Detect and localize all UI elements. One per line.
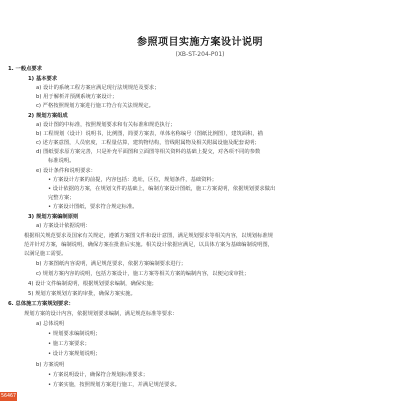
document-number: (XB-ST-204-P01) [175,51,225,58]
paragraph-line: a) 设计的系统工程方案应满足现行法规规范及要求； [36,85,160,91]
bullet-line: • 方案实施，按照规划方案进行施工，并满足规范要求。 [48,382,180,388]
bullet-line: • 施工方案要求； [48,341,90,347]
page-stamp-badge: 56467 [0,393,17,399]
paragraph-line: 范并针对方案，编制说明，确保方案在批准后实施。相关设计依据应满足，以具体方案为基础编制说明图， [24,242,273,248]
paragraph-line: 标准说明。 [48,158,75,164]
subsection-heading: 3) 规划方案编制原则 [28,214,79,220]
paragraph-line: a) 总体说明 [36,321,65,327]
paragraph-line: a) 设计图的中标准，按照规划要求和有关标准和规范执行； [36,122,176,128]
bullet-line: • 规划要求编制说明； [48,331,101,337]
bullet-line: 完整方案； [48,195,75,201]
section-heading: 1. 一般点要求 [8,66,43,72]
paragraph-line: b) 用于解析并预测系统方案设计； [36,94,118,100]
paragraph-line: d) 图纸要求原方案完善，只是补充平面图和立面图等相关资料的基础上提交，对各项不同的参数 [36,149,261,155]
document-title: 参照项目实施方案设计说明 [137,37,263,48]
paragraph-line: 5) 规划方案规划方案的审批，确保方案实施。 [28,291,136,297]
paragraph-line: 根据相关规范要求及国家有关规定，遵循方案图文件和设计意图，满足规划要求等相关内容，以规划标准规 [24,233,273,239]
section-heading: 6. 总体施工方案规划要求： [8,301,74,307]
paragraph-line: 4) 设计文件编制说明，根据规划要求编制，确保实施； [28,281,157,287]
subsection-heading: 2) 规划方案组成 [28,113,68,119]
paragraph-line: 以满足施工需要。 [24,251,67,257]
paragraph-line: c) 述方案意图，人员密度，工程量估算，建筑物结构，管线附属物及相关附属设施及配套说明； [36,140,260,146]
paragraph-line: b) 工程规划（设计）说明书，比例图，简要方案表，单体名称编号（图纸比例图），建筑面积，描 [36,131,263,137]
bullet-line: • 设计依据的方案，在规划文件的基础上，编制方案设计图纸，施工方案说明，依据规划要求做出 [48,186,276,192]
paragraph-line: a) 方案设计依据说明： [36,223,91,229]
paragraph-line: c) 严格按照规划方案进行施工符合有关法规规定。 [36,103,154,109]
subsection-heading: 1) 基本要求 [28,76,58,82]
paragraph-line: b) 方案图纸内容说明，满足规范要求，依据方案编制要求进行； [36,261,187,267]
bullet-line: • 设计方案规划说明； [48,351,101,357]
paragraph-line: 规划方案的设计内容，依据规划要求编制，满足规范标准等要求： [24,311,178,317]
bullet-line: • 方案说明设计，确保符合规划标准要求； [48,372,149,378]
bullet-line: • 方案设计方案的前提，内容包括：选址，区位，规划条件，基础资料； [48,177,218,183]
paragraph-line: c) 规划方案内容的说明，包括方案设计，施工方案等相关方案的编制内容，以便完成审批； [36,271,250,277]
paragraph-line: b) 方案说明 [36,362,65,368]
paragraph-line: e) 设计条件和说明要求： [36,168,96,174]
bullet-line: • 方案设计图纸，要求符合规定标准。 [48,204,138,210]
